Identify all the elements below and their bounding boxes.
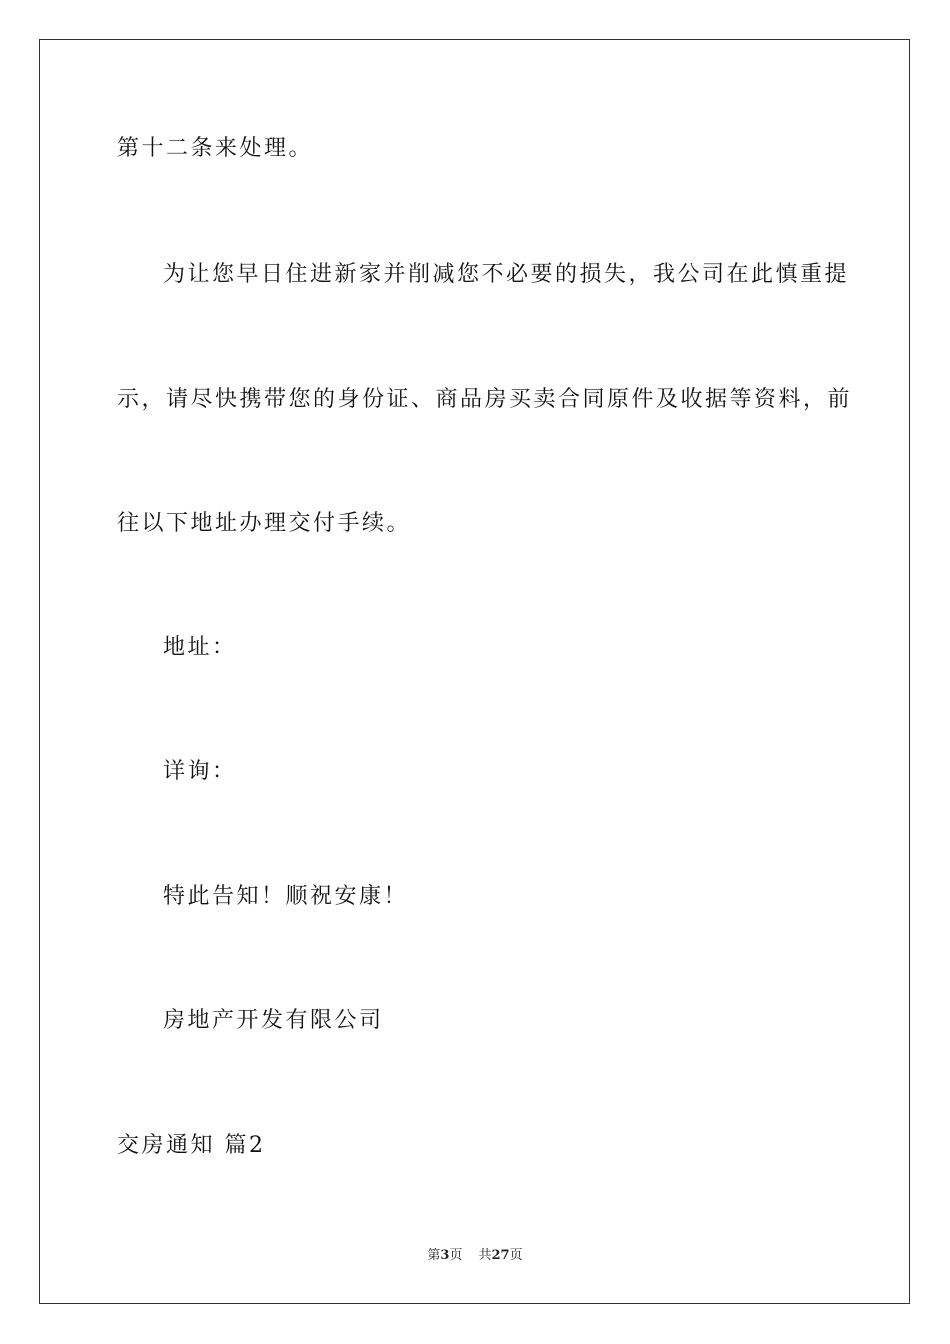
paragraph-line: 示，请尽快携带您的身份证、商品房买卖合同原件及收据等资料，前 [117,387,853,412]
page-suffix: 页 [449,1248,463,1263]
total-suffix: 页 [509,1248,523,1263]
inquiry-label: 详询： [163,759,237,784]
section-heading: 交房通知 篇2 [117,1133,266,1158]
address-label: 地址： [163,635,237,660]
total-pages: 27 [491,1248,510,1263]
company-signature: 房地产开发有限公司 [163,1008,384,1033]
page-prefix: 第 [427,1248,441,1263]
paragraph-line: 往以下地址办理交付手续。 [117,511,412,536]
paragraph-line: 为让您早日住进新家并削减您不必要的损失，我公司在此慎重提 [163,262,850,287]
total-prefix: 共 [478,1248,492,1263]
closing-line: 特此告知！顺祝安康！ [163,884,409,909]
paragraph-line: 第十二条来处理。 [117,136,314,161]
page-number: 3 [440,1248,450,1263]
page-footer [0,1248,950,1264]
page-border [39,39,910,1304]
